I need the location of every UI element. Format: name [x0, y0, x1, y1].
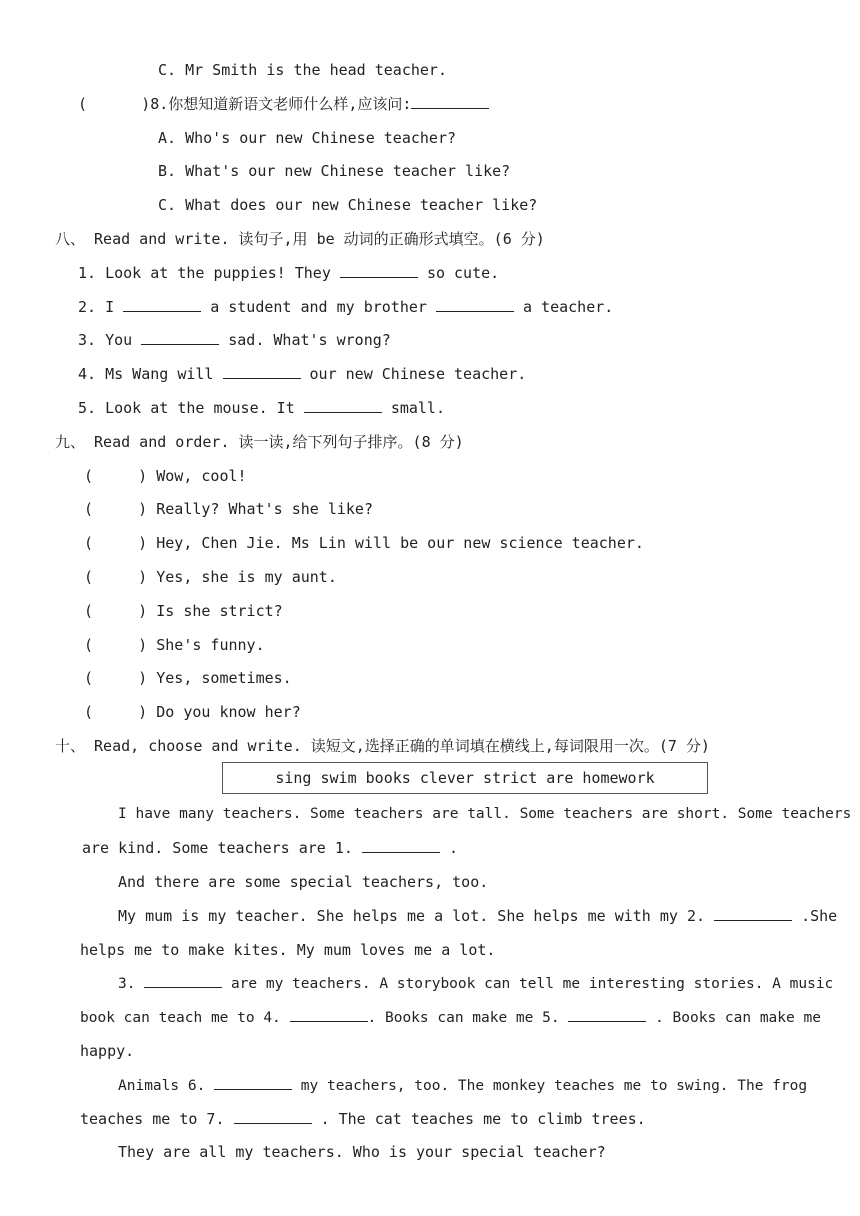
section8-item-2: 2. I a student and my brother a teacher. — [78, 298, 614, 316]
order-item: ( ) Really? What's she like? — [84, 500, 373, 518]
answer-paren[interactable]: ( ) — [78, 95, 151, 113]
passage-line: I have many teachers. Some teachers are tall. Some teachers are short. Some teachers — [118, 806, 852, 822]
word-bank: sing swim books clever strict are homework — [275, 769, 655, 787]
q7-option-c: C. Mr Smith is the head teacher. — [158, 61, 447, 79]
answer-blank[interactable] — [223, 364, 301, 379]
section8-item-4: 4. Ms Wang will our new Chinese teacher. — [78, 365, 527, 383]
answer-blank[interactable] — [141, 330, 219, 345]
answer-blank[interactable] — [144, 973, 222, 988]
word-bank-box — [222, 762, 708, 794]
order-item: ( ) Hey, Chen Jie. Ms Lin will be our new science teacher. — [84, 534, 644, 552]
section10-heading: 十、 Read, choose and write. 读短文,选择正确的单词填在横线上,每词限用一次。(7 分) — [55, 737, 710, 755]
answer-blank[interactable] — [214, 1075, 292, 1090]
order-item: ( ) She's funny. — [84, 636, 265, 654]
passage-line: My mum is my teacher. She helps me a lot. She helps me with my 2. .She — [118, 907, 838, 925]
answer-paren[interactable]: ( ) — [84, 602, 148, 620]
passage-line: are kind. Some teachers are 1. . — [82, 839, 459, 857]
passage-line: They are all my teachers. Who is your special teacher? — [118, 1143, 606, 1161]
answer-blank[interactable] — [304, 398, 382, 413]
answer-blank[interactable] — [340, 263, 418, 278]
section8-item-5: 5. Look at the mouse. It small. — [78, 399, 445, 417]
answer-blank[interactable] — [362, 838, 440, 853]
passage-line: happy. — [80, 1042, 135, 1060]
passage-line: And there are some special teachers, too. — [118, 873, 489, 891]
answer-blank[interactable] — [290, 1007, 368, 1022]
order-item: ( ) Wow, cool! — [84, 467, 247, 485]
answer-paren[interactable]: ( ) — [84, 500, 148, 518]
answer-paren[interactable]: ( ) — [84, 534, 148, 552]
passage-line: helps me to make kites. My mum loves me a lot. — [80, 941, 496, 959]
section8-item-3: 3. You sad. What's wrong? — [78, 331, 391, 349]
order-item: ( ) Is she strict? — [84, 602, 283, 620]
q8-option-b: B. What's our new Chinese teacher like? — [158, 162, 511, 180]
answer-blank[interactable] — [411, 94, 489, 109]
section8-heading: 八、 Read and write. 读句子,用 be 动词的正确形式填空。(6 分) — [55, 230, 545, 248]
passage-line: book can teach me to 4. . Books can make me 5. . Books can make me — [80, 1007, 821, 1028]
order-item: ( ) Yes, sometimes. — [84, 669, 292, 687]
passage-line: Animals 6. my teachers, too. The monkey teaches me to swing. The frog — [118, 1075, 807, 1096]
order-item: ( ) Do you know her? — [84, 703, 301, 721]
order-item: ( ) Yes, she is my aunt. — [84, 568, 337, 586]
answer-blank[interactable] — [436, 297, 514, 312]
answer-paren[interactable]: ( ) — [84, 568, 148, 586]
passage-line: 3. are my teachers. A storybook can tell me interesting stories. A music — [118, 973, 833, 994]
q8-question: 8.你想知道新语文老师什么样,应该问: — [150, 95, 412, 113]
answer-blank[interactable] — [123, 297, 201, 312]
answer-paren[interactable]: ( ) — [84, 467, 148, 485]
answer-blank[interactable] — [568, 1007, 646, 1022]
q8-stem — [78, 94, 489, 114]
answer-paren[interactable]: ( ) — [84, 636, 148, 654]
answer-paren[interactable]: ( ) — [84, 703, 148, 721]
answer-blank[interactable] — [714, 906, 792, 921]
q8-option-a: A. Who's our new Chinese teacher? — [158, 129, 457, 147]
answer-paren[interactable]: ( ) — [84, 669, 148, 687]
passage-line: teaches me to 7. . The cat teaches me to climb trees. — [80, 1110, 646, 1128]
section9-heading: 九、 Read and order. 读一读,给下列句子排序。(8 分) — [55, 433, 464, 451]
answer-blank[interactable] — [234, 1109, 312, 1124]
section8-item-1: 1. Look at the puppies! They so cute. — [78, 264, 500, 282]
q8-option-c: C. What does our new Chinese teacher like? — [158, 196, 538, 214]
